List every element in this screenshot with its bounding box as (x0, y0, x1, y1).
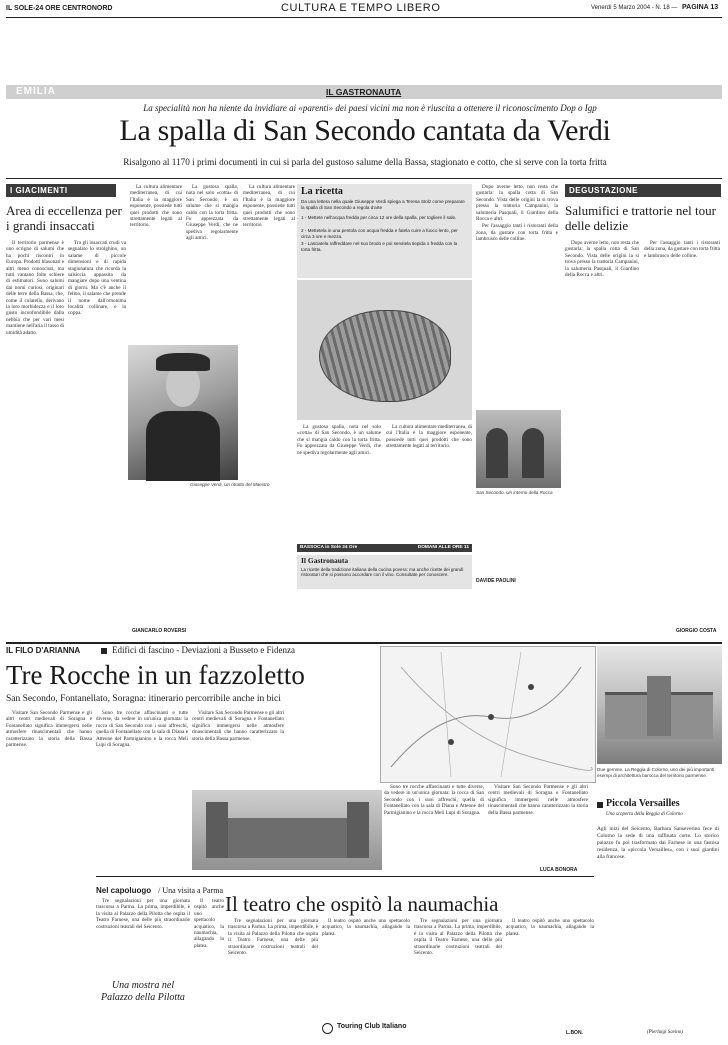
masthead-page: PAGINA 13 (682, 4, 719, 11)
versailles-author: (Pierluigi Savino) (647, 1030, 683, 1035)
masthead-date: Venerdì 5 Marzo 2004 - N. 18 — (591, 5, 678, 11)
square-icon (597, 802, 603, 808)
arianna-body-5 (488, 784, 588, 864)
arch-2 (522, 428, 544, 478)
recipe-intro: Da una lettera nella quale Giuseppe Verdi spiega a Teresa Stolz come preparare la spalla di San Secondo a regola d'arte (301, 199, 465, 210)
recipe-step-1: 1 - Mettete nell'acqua fredda per circa 12 ore della spalla, per togliere il sale. (301, 215, 457, 220)
arianna-headline: Tre Rocche in un fazzoletto (6, 660, 305, 690)
gastronauta-title: Il Gastronauta (301, 556, 349, 565)
divider (96, 876, 594, 877)
col4-p1: Dopo averne letto, non resta che gustarla: la spalla cotta di San Secondo. Vista delle origini la si trova presso la trattoria Campanini, la salumeria Pasquali, il Giardino della Rocca e altri. (476, 184, 558, 223)
castle-tower-r (347, 802, 369, 858)
capoluogo-p3: Tre segnalazioni per una giornata trascorsa a Parma. La prima, imperdibile, è la visita al Palazzo della Pilotta che ospita il Teatro Farnese, una delle più straordinarie costruzioni teatrali del Seicento. (228, 918, 318, 957)
capoluogo-body-3 (228, 918, 318, 1038)
touring-icon (322, 1023, 333, 1034)
divider (6, 178, 722, 179)
rocca-caption: San Secondo. Un interno della Rocca (476, 490, 553, 495)
mid-body-2 (186, 184, 238, 344)
recipe-footer (297, 544, 472, 552)
section-tag: IL GASTRONAUTA (326, 87, 402, 97)
capoluogo-p6: Il teatro ospitò anche uno spettacolo acquatico, la naumachia, allagando la platea. (506, 918, 594, 937)
left-body-p2: Tra gli insaccati crudi va segnalato lo strolghino, un salame di piccole dimensioni e di rapida stagionatura che ricorda la salsiccia appassita da mangiare dopo una ventina di giorni. Ma c'è anche il felino, il salame che prende il nome dall'omonima località collinare, e la coppa. (68, 240, 126, 317)
verdi-portrait (128, 345, 238, 480)
versailles-title: Piccola Versailles (606, 798, 680, 809)
capoluogo-body-2 (194, 898, 224, 1038)
divider (6, 642, 722, 644)
arianna-p1: Visitare San Secondo Parmense e gli altri centri medievali di Soragna e Fontanellato significa immergersi nelle atmosfere rinascimentali che hanno caratterizzato la storia della Bassa parmense. (6, 710, 92, 749)
right-body-p2: Per l'assaggio tanti i ristoranti della zona, da gustare con torta fritta e lambrusco delle colline. (644, 240, 720, 259)
capoluogo-body-1 (96, 898, 190, 976)
castle-tower-l (206, 802, 228, 858)
recipe-footer-left: BASSOCA in Sole 24 Ore (300, 545, 358, 550)
gastronauta-author: DAVIDE PAOLINI (476, 578, 516, 584)
arianna-tag: IL FILO D'ARIANNA (6, 646, 81, 655)
capoluogo-body-4 (322, 918, 410, 1018)
section-bar (6, 85, 722, 99)
recipe-title: La ricetta (301, 186, 343, 197)
capoluogo-author: L.BON. (566, 1030, 583, 1036)
arianna-body-2 (96, 710, 188, 860)
map (380, 646, 596, 783)
reggia-colorno-photo (597, 646, 722, 764)
capoluogo-pull: Una mostra nel Palazzo della Pilotta (101, 980, 185, 1003)
left-body (6, 240, 64, 600)
arianna-p3: Visitare San Secondo Parmense e gli altri centri medievali di Soragna e Fontanellato significa immergersi nelle atmosfere rinascimentali che hanno caratterizzato la storia della Bassa parmense. (192, 710, 284, 742)
recipe-step-3: 3 - Lasciatela raffreddare nel suo brodo e poi servitela tiepida o fredda con la torta fritta. (301, 241, 458, 252)
recipe-step-2: 2 - Mettetela in una pentola con acqua fredda e fatela cuire a fuoco lento, per circa 3 ore e mezza. (301, 228, 458, 239)
touring-name: Touring Club Italiano (337, 1023, 407, 1030)
colorno-caption: Due gemme. La Reggia di Colorno, uno dei più importanti esempi di architettura barocca del territorio parmense. (597, 767, 715, 778)
mid-body-p3: La cultura alimentare mediterranea, di cui l'Italia è la maggiore esponente, possiede tutti quei prodotti che sono strettamente legati al territorio. (243, 184, 295, 229)
col4-body (476, 184, 558, 594)
arch-1 (486, 428, 508, 478)
label-degustazione: DEGUSTAZIONE (565, 184, 721, 197)
gastronauta-box (297, 555, 472, 589)
versailles-box (597, 798, 722, 1043)
top-subhead: Risalgono al 1170 i primi documenti in cui si parla del gustoso salume della Bassa, stagionato e cotto, che si serve con la torta fritta (123, 157, 607, 167)
left-body-p1: Il territorio parmense è uno scrigno di salumi che ha pochi riscontri in Europa. Prodotti blasonati e altri meno conosciuti, ma tutti vantano folte schiere di estimatori. Sono salumi dai nomi curiosi, originari delle terre della Bassa, che, come il culatello, derivano la loro morbidezza e il loro gusto inconfondibile dalla nebbia che per vari mesi mantiene nell'aria il tasso di umidità adatto. (6, 240, 64, 336)
ham-photo (297, 280, 472, 420)
left-headline: Area di eccellenza per i grandi insaccati (6, 203, 122, 233)
arianna-p4: Sono tre rocche affascinanti e tutte diverse, da vedere in un'unica giornata: la rocca di San Secondo con i suoi affreschi, quella di Fontanellato con la sala di Diana e Atteone del Parmigianino e la rocca Meli Lupi di Soragna. (384, 784, 484, 816)
col4-p2: Per l'assaggio tanti i ristoranti della zona, da gustare con torta fritta e lambrusco delle colline. (476, 223, 558, 243)
mid-body-4 (297, 424, 381, 540)
palace-tower (647, 676, 671, 736)
masthead (6, 0, 722, 18)
capoluogo-body-5 (414, 918, 502, 1038)
rocca-interior-photo (476, 410, 561, 488)
verdi-caption: Giuseppe Verdi, Un ritratto del Maestro (190, 482, 270, 487)
square-icon (101, 648, 107, 654)
mid-body-1 (130, 184, 182, 344)
castle-photo (192, 790, 382, 870)
recipe-footer-right: DOMANI ALLE ORE 11 (417, 545, 469, 550)
capoluogo-p5: Tre segnalazioni per una giornata trascorsa a Parma. La prima, imperdibile, è la visita al Palazzo della Pilotta che ospita il Teatro Farnese, una delle più straordinarie costruzioni teatrali del Seicento. (414, 918, 502, 957)
left-body-2 (68, 240, 126, 600)
portrait-coat (146, 411, 220, 481)
top-kicker: La specialità non ha niente da invidiare ai «parenti» dei paesi vicini ma non è riuscita a ottenere il riconoscimento Dop o Igp (143, 103, 597, 113)
left-author: GIANCARLO ROVERSI (132, 628, 187, 634)
capoluogo-headline: Il teatro che ospitò la naumachia (225, 892, 499, 916)
masthead-left: IL SOLE-24 ORE CENTRONORD (6, 5, 113, 12)
castle-wall (212, 818, 362, 858)
right-body-p1: Dopo averne letto, non resta che gustarla: la spalla cotta di San Secondo. Vista delle origini la si trova presso la trattoria Campanini, la salumeria Pasquali, il Giardino della Rocca e altri. (565, 240, 639, 279)
region-tag: EMILIA (16, 86, 56, 97)
right-body-2 (644, 240, 720, 610)
mid-body-p2: La gustosa spalla, nota nel solo «cotta» di San Secondo, è un salume che si mangia caldo con la torta fritta. Fu apprezzata da Giuseppe Verdi, che ne spediva regolarmente agli amici. (186, 184, 238, 242)
recipe-box (297, 184, 472, 278)
capoluogo-p4: Il teatro ospitò anche uno spettacolo acquatico, la naumachia, allagando la platea. (322, 918, 410, 937)
mid-body-p5: La cultura alimentare mediterranea, di cui l'Italia è la maggiore esponente, possiede tutti quei prodotti che sono strettamente legati al territorio. (386, 424, 472, 450)
arianna-body-1 (6, 710, 92, 915)
mid-body-3 (243, 184, 295, 624)
map-lines (381, 647, 595, 782)
mid-body-p1: La cultura alimentare mediterranea, di cui l'Italia è la maggiore esponente, possiede tutti quei prodotti che sono strettamente legati al territorio. (130, 184, 182, 229)
right-headline: Salumifici e trattorie nel tour delle delizie (565, 203, 716, 233)
label-giacimenti: I GIACIMENTI (6, 184, 116, 197)
masthead-center: CULTURA E TEMPO LIBERO (281, 2, 441, 14)
mid-body-5 (386, 424, 472, 540)
right-body-1 (565, 240, 639, 610)
mid-body-p4: La gustosa spalla, nota nel solo «cotta» di San Secondo, è un salume che si mangia caldo con la torta fritta. Fu apprezzata da Giuseppe Verdi, che ne spediva regolarmente agli amici. (297, 424, 381, 456)
right-author: GIORGIO COSTA (676, 628, 717, 634)
versailles-body: Agli inizi del Seicento, Barbara Sanseverino fece di Colorno la sede di una raffinata corte. Lo storico palazzo fu poi trasformato dai Farnese in una fastosa residenza, la «piccola Versailles», con i suoi giardini alla francese. (597, 826, 719, 860)
gastronauta-body: La ricette della tradizione italiana della cucina povera: ma anche ricette dei grandi ristoratori che si possono accordare con il vino. Consultate per conoscere. (301, 567, 464, 578)
versailles-sub: Una scoperta della Reggia di Colorno (606, 812, 683, 817)
arianna-subhead: San Secondo, Fontanellato, Soragna: itinerario percorribile anche in bici (6, 694, 281, 704)
capoluogo-sub: / Una visita a Parma (158, 886, 223, 895)
arianna-subtitle: Edifici di fascino - Deviazioni a Busseto e Fidenza (112, 645, 295, 655)
arianna-body-3 (192, 710, 284, 785)
portrait-hat (156, 353, 210, 371)
touring-logo (322, 1022, 442, 1036)
arianna-p2: Sono tre rocche affascinanti e tutte diverse, da vedere in un'unica giornata: la rocca di San Secondo con i suoi affreschi, quella di Fontanellato con la sala di Diana e Atteone del Parmigianino e la rocca Meli Lupi di Soragna. (96, 710, 188, 749)
page-title: La spalla di San Secondo cantata da Verdi (119, 114, 611, 147)
arianna-p5: Visitare San Secondo Parmense e gli altri centri medievali di Soragna e Fontanellato significa immergersi nelle atmosfere rinascimentali che hanno caratterizzato la storia della Bassa parmense. (488, 784, 588, 816)
arianna-author: LUCA BONORA (540, 867, 578, 873)
ham-shape (319, 310, 451, 402)
capoluogo-p1: Tre segnalazioni per una giornata trascorsa a Parma. La prima, imperdibile, è la visita al Palazzo della Pilotta che ospita il Teatro Farnese, una delle più straordinarie costruzioni teatrali del Seicento. (96, 898, 190, 930)
arianna-body-4 (384, 784, 484, 864)
capoluogo-label: Nel capoluogo (96, 886, 152, 895)
capoluogo-body-6 (506, 918, 594, 1028)
capoluogo-p2: Il teatro ospitò anche uno spettacolo acquatico, la naumachia, allagando la platea. (194, 898, 224, 949)
